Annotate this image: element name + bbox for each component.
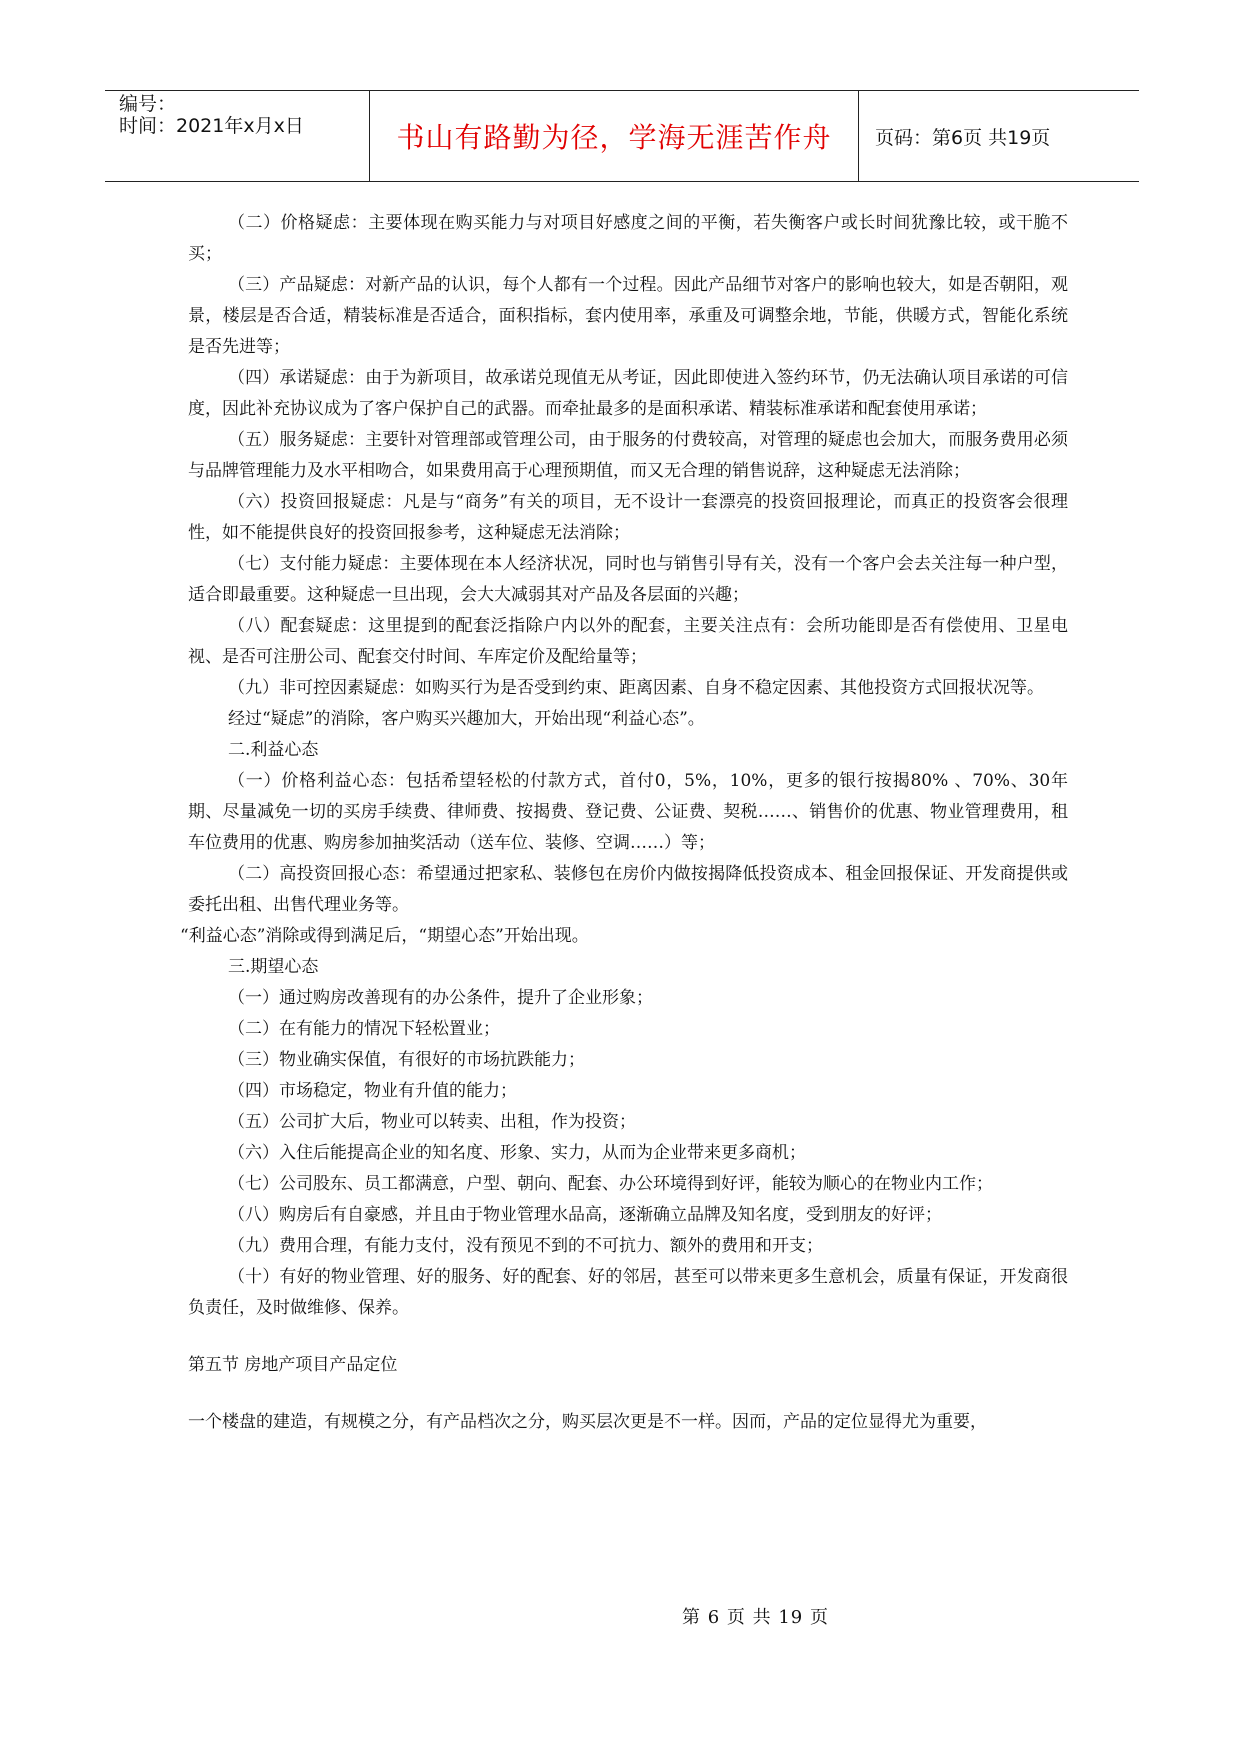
paragraph: “利益心态”消除或得到满足后，“期望心态”开始出现。 (180, 926, 589, 946)
list-item: （五）公司扩大后，物业可以转卖、出租，作为投资； (228, 1112, 636, 1132)
list-item: （三）物业确实保值，有很好的市场抗跌能力； (228, 1050, 585, 1070)
document-body (180, 208, 1068, 1438)
number-label: 编号： (119, 93, 177, 115)
document-header (105, 90, 1139, 182)
paragraph: （八）配套疑虑：这里提到的配套泛指除户内以外的配套，主要关注点有：会所功能即是否有偿使用、卫星电视、是否可注册公司、配套交付时间、车库定价及配给量等； (188, 616, 1068, 667)
list-item: （二）在有能力的情况下轻松置业； (228, 1019, 500, 1039)
header-right-cell (859, 91, 1139, 181)
page-footer: 第 6 页 共 19 页 (682, 1607, 829, 1628)
time-label: 时间：2021年x月x日 (119, 115, 304, 137)
paragraph: （五）服务疑虑：主要针对管理部或管理公司，由于服务的付费较高，对管理的疑虑也会加大，而服务费用必须与品牌管理能力及水平相吻合，如果费用高于心理预期值，而又无合理的销售说辞，这种疑虑无法消除； (188, 430, 1068, 481)
paragraph: 一个楼盘的建造，有规模之分，有产品档次之分，购买层次更是不一样。因而，产品的定位显得尤为重要， (188, 1412, 987, 1432)
list-item: （十）有好的物业管理、好的服务、好的配套、好的邻居，甚至可以带来更多生意机会，质量有保证，开发商很负责任，及时做维修、保养。 (188, 1267, 1068, 1318)
list-item: （一）通过购房改善现有的办公条件，提升了企业形象； (228, 988, 653, 1008)
subheading-expectation: 三.期望心态 (228, 957, 319, 977)
header-left-cell (105, 91, 369, 181)
paragraph: 经过“疑虑”的消除，客户购买兴趣加大，开始出现“利益心态”。 (228, 709, 705, 729)
page-code: 页码：第6页 共19页 (875, 126, 1051, 149)
paragraph: （一）价格利益心态：包括希望轻松的付款方式，首付0，5%，10%，更多的银行按揭80% 、70%、30年期、尽量减免一切的买房手续费、律师费、按揭费、登记费、公证费、契税……、销售价的优惠、物业管理费用，租车位费用的优惠、购房参加抽奖活动（送车位、装修、空调……）等； (188, 771, 1068, 853)
list-item: （四）市场稳定，物业有升值的能力； (228, 1081, 517, 1101)
paragraph: （九）非可控因素疑虑：如购买行为是否受到约束、距离因素、自身不稳定因素、其他投资方式回报状况等。 (228, 678, 1044, 698)
paragraph: （二）价格疑虑：主要体现在购买能力与对项目好感度之间的平衡，若失衡客户或长时间犹豫比较，或干脆不买； (188, 213, 1068, 264)
section-heading: 第五节 房地产项目产品定位 (188, 1355, 398, 1375)
paragraph: （六）投资回报疑虑：凡是与“商务”有关的项目，无不设计一套漂亮的投资回报理论，而真正的投资客会很理性，如不能提供良好的投资回报参考，这种疑虑无法消除； (188, 492, 1068, 543)
paragraph: （七）支付能力疑虑：主要体现在本人经济状况，同时也与销售引导有关，没有一个客户会去关注每一种户型，适合即最重要。这种疑虑一旦出现，会大大减弱其对产品及各层面的兴趣； (188, 554, 1068, 605)
paragraph: （二）高投资回报心态：希望通过把家私、装修包在房价内做按揭降低投资成本、租金回报保证、开发商提供或委托出租、出售代理业务等。 (188, 864, 1068, 915)
list-item: （九）费用合理，有能力支付，没有预见不到的不可抗力、额外的费用和开支； (228, 1236, 823, 1256)
list-item: （七）公司股东、员工都满意，户型、朝向、配套、办公环境得到好评，能较为顺心的在物业内工作； (228, 1174, 993, 1194)
subheading-interest: 二.利益心态 (228, 740, 319, 760)
paragraph: （三）产品疑虑：对新产品的认识，每个人都有一个过程。因此产品细节对客户的影响也较大，如是否朝阳，观景，楼层是否合适，精装标准是否适合，面积指标，套内使用率，承重及可调整余地，节能，供暖方式，智能化系统是否先进等； (188, 275, 1068, 357)
list-item: （六）入住后能提高企业的知名度、形象、实力，从而为企业带来更多商机； (228, 1143, 806, 1163)
list-item: （八）购房后有自豪感，并且由于物业管理水品高，逐渐确立品牌及知名度，受到朋友的好评； (228, 1205, 942, 1225)
paragraph: （四）承诺疑虑：由于为新项目，故承诺兑现值无从考证，因此即使进入签约环节，仍无法确认项目承诺的可信度，因此补充协议成为了客户保护自己的武器。而牵扯最多的是面积承诺、精装标准承诺和配套使用承诺； (188, 368, 1068, 419)
motto-text: 书山有路勤为径，学海无涯苦作舟 (396, 121, 832, 154)
header-motto-cell (369, 91, 859, 181)
